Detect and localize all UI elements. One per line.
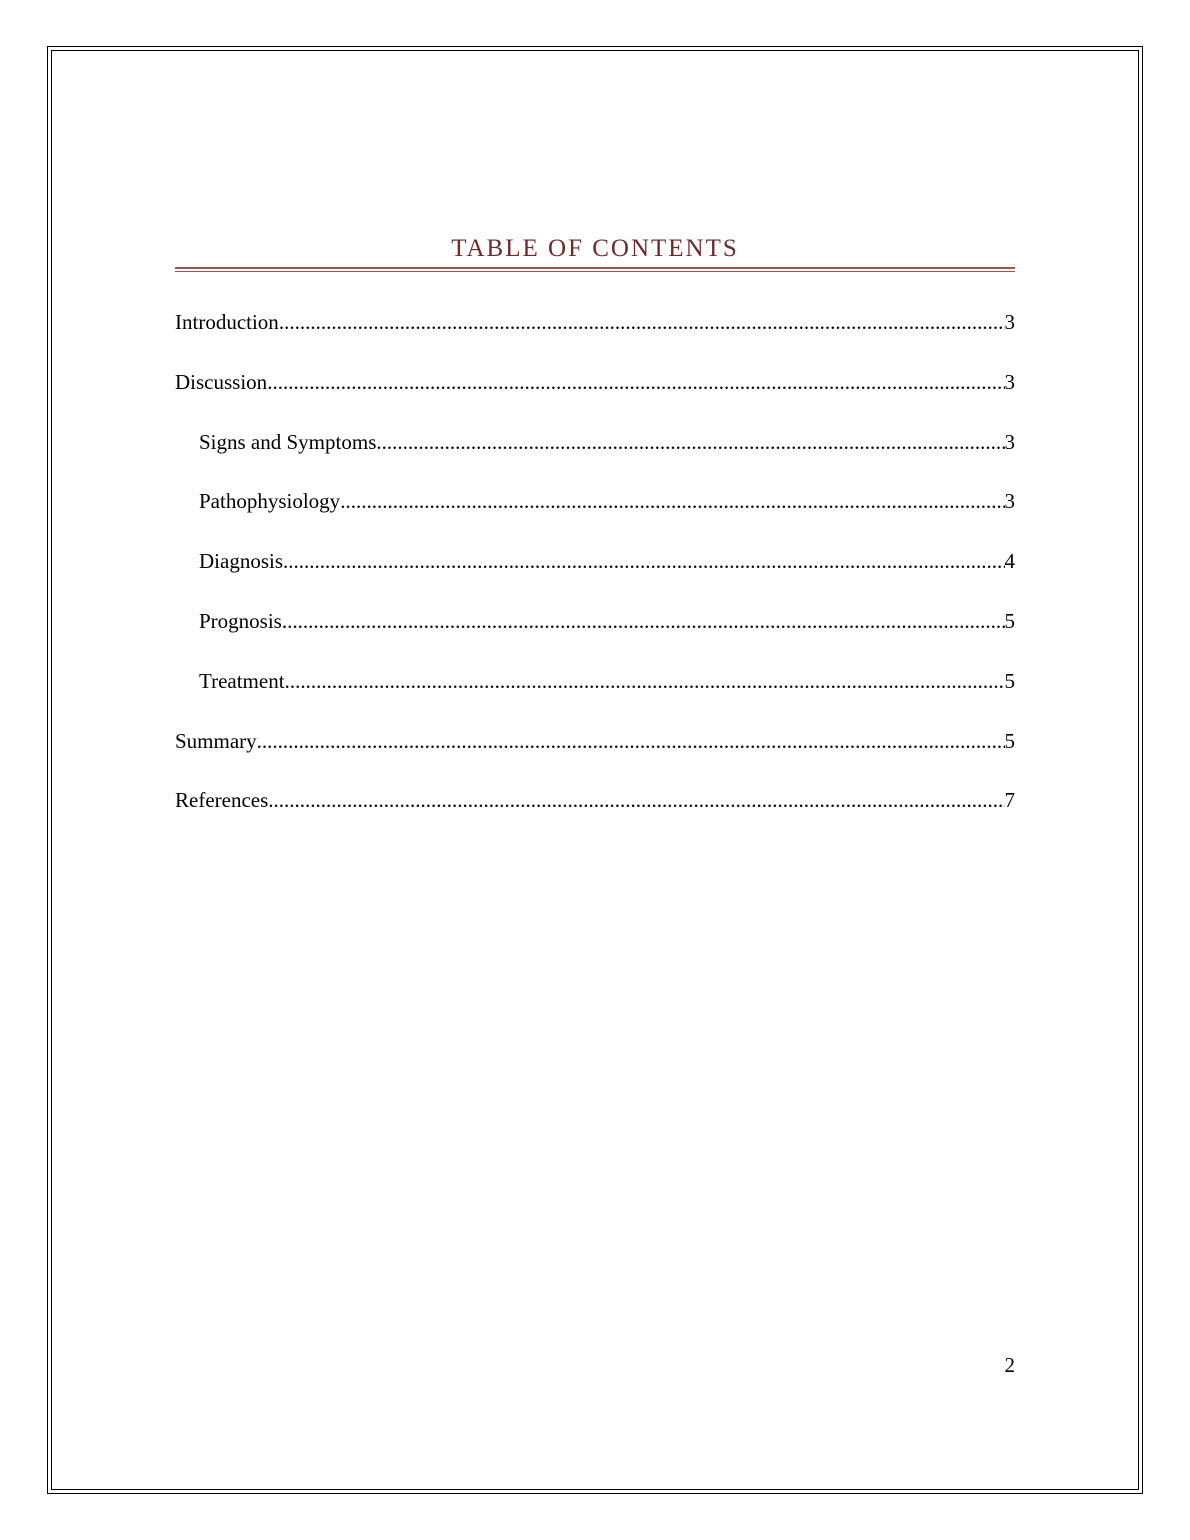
toc-dot-leader	[282, 606, 1005, 636]
toc-entry-page: 3	[1004, 369, 1015, 394]
toc-dot-leader	[267, 367, 1004, 397]
toc-entry-signs-and-symptoms[interactable]	[175, 427, 1015, 487]
toc-entry-treatment[interactable]	[175, 666, 1015, 726]
toc-entry-label: Signs and Symptoms	[199, 429, 377, 454]
page-number: 2	[1004, 1353, 1015, 1377]
toc-entry-label: Pathophysiology	[199, 489, 341, 514]
toc-entry-label: Treatment	[199, 668, 285, 693]
toc-entry-diagnosis[interactable]	[175, 546, 1015, 606]
toc-entry-page: 4	[1004, 549, 1015, 574]
toc-dot-leader	[257, 726, 1005, 756]
toc-dot-leader	[340, 486, 1004, 516]
toc-entry-page: 5	[1004, 728, 1015, 753]
toc-entry-page: 5	[1004, 668, 1015, 693]
toc-entry-label: Summary	[175, 728, 257, 753]
toc-dot-leader	[268, 785, 1004, 815]
toc-entry-discussion[interactable]	[175, 367, 1015, 427]
toc-dot-leader	[283, 546, 1005, 576]
toc-entry-label: Prognosis	[199, 608, 282, 633]
toc-entry-page: 5	[1004, 608, 1015, 633]
toc-entry-label: Discussion	[175, 369, 268, 394]
toc-entry-label: Introduction	[175, 310, 279, 334]
toc-title: TABLE OF CONTENTS	[451, 235, 739, 262]
toc-entry-label: References	[175, 788, 269, 813]
toc-entry-summary[interactable]	[175, 726, 1015, 786]
toc-entry-references[interactable]	[175, 785, 1015, 845]
toc-entry-prognosis[interactable]	[175, 606, 1015, 666]
toc-entry-label: Diagnosis	[199, 549, 283, 574]
toc-entry-introduction[interactable]	[175, 307, 1015, 367]
toc-dot-leader	[376, 427, 1004, 457]
toc-entry-page: 3	[1004, 489, 1015, 514]
toc-entry-page: 3	[1004, 310, 1015, 334]
toc-dot-leader	[279, 307, 1005, 337]
toc-entry-page: 3	[1004, 429, 1015, 454]
toc-entry-pathophysiology[interactable]	[175, 486, 1015, 546]
title-underline	[175, 267, 1015, 272]
toc-dot-leader	[285, 666, 1005, 696]
toc-entry-page: 7	[1004, 788, 1015, 813]
toc-list	[175, 307, 1015, 845]
